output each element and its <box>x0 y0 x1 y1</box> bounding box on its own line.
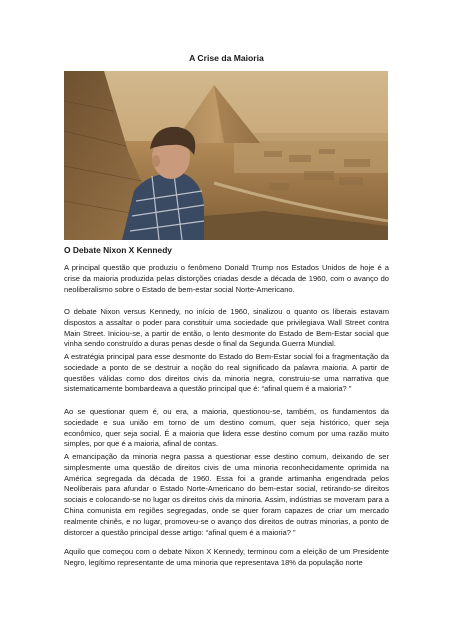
paragraph-6: Aquilo que começou com o debate Nixon X Kennedy, terminou com a eleição de um Presidente Negro, legítimo representante de uma minoria que representava 18% da população norte <box>64 547 389 567</box>
paragraph-4: Ao se questionar quem é, ou era, a maioria, questionou-se, também, os fundamentos da sociedade e sua união em torno de um destino comum, quer seja histórico, quer seja econômico, quer seja social. É a maioria que lidera esse destino comum por uma razão muito simples, por que é a maioria, afinal de contas. <box>64 407 389 449</box>
article-photo <box>64 71 388 240</box>
paragraph-3: A estratégia principal para esse desmonte do Estado do Bem-Estar social foi a fragmentação da sociedade a ponto de se destruir a noção do real significado da palavra maioria. A partir de questões válidas como dos direitos civis da minoria negra, construiu-se uma narrativa que sistematicamente bombardeava a questão principal que é: “afinal quem é a maioria? ” <box>64 352 389 394</box>
section-heading: O Debate Nixon X Kennedy <box>64 245 172 255</box>
document-title: A Crise da Maioria <box>189 53 264 63</box>
paragraph-5: A emancipação da minoria negra passa a questionar esse destino comum, deixando de ser simplesmente uma questão de direitos civis de uma minoria reconhecidamente oprimida na América segregada da década de 1960. Essa foi a grande artimanha engendrada pelos Neoliberais para afundar o Estado Norte-Americano do bem-estar social, retirando-se direitos sociais e colocando-se no lugar os direitos civis da minoria. Assim, indústrias se moveram para a China comunista em regiões segregadas, onde se quer foram capazes de criar um mercado realmente chinês, e no lugar, promoveu-se o avanço dos direitos de outras minorias, a ponto de distorcer a questão principal desse artigo: “afinal quem é a maioria? ” <box>64 452 389 537</box>
paragraph-2: O debate Nixon versus Kennedy, no início de 1960, sinalizou o quanto os liberais estavam dispostos a assaltar o poder para constituir uma sociedade que privilegiava Wall Street contra Main Street. Iniciou-se, a partir de então, o lento desmonte do Estado de Bem-Estar social que vinha sendo construído a duras penas desde o final da Segunda Guerra Mundial. <box>64 307 389 349</box>
paragraph-1: A principal questão que produziu o fenômeno Donald Trump nos Estados Unidos de hoje é a crise da maioria produzida pelas distorções criadas desde a década de 1960, com o avanço do neoliberalismo sobre o Estado de bem-estar social Norte-Americano. <box>64 263 389 294</box>
